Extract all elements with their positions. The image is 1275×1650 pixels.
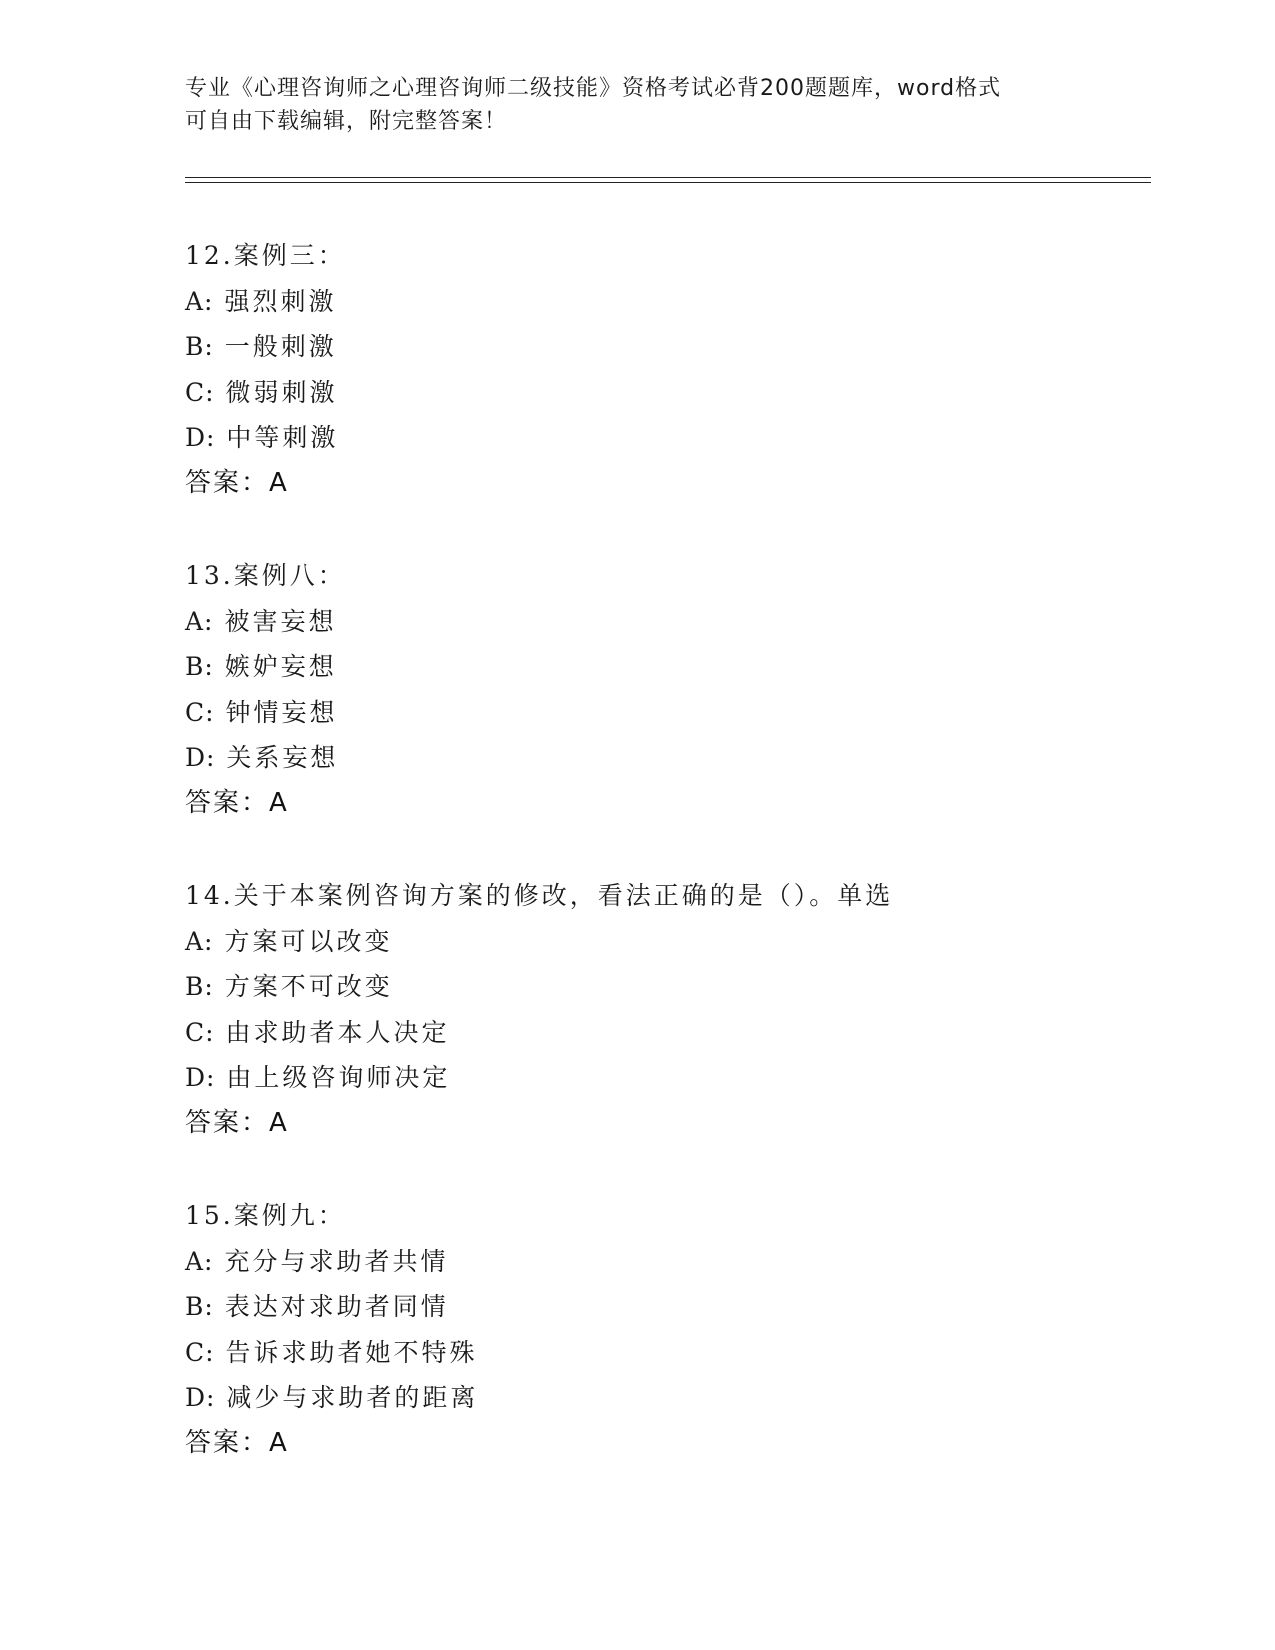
header-divider-top <box>185 177 1151 178</box>
option-text: 由求助者本人决定 <box>225 1017 450 1047</box>
option-label: A: <box>185 926 214 956</box>
option-text: 减少与求助者的距离 <box>226 1383 479 1412</box>
question-stem: 14.关于本案例咨询方案的修改，看法正确的是（）。单选 <box>185 881 894 910</box>
option-a <box>185 279 1135 325</box>
option-d <box>185 415 1135 461</box>
answer-line: 答案：A <box>185 787 289 818</box>
option-text: 被害妄想 <box>224 606 337 636</box>
option-label: C: <box>185 1017 215 1047</box>
option-label: A: <box>185 286 214 316</box>
question-block-14 <box>185 873 1135 1146</box>
option-label: B: <box>185 1292 214 1321</box>
question-block-15 <box>185 1193 1135 1466</box>
option-d <box>185 735 1135 781</box>
option-label: C: <box>185 377 215 407</box>
option-a <box>185 919 1135 965</box>
option-text: 告诉求助者她不特殊 <box>225 1337 478 1367</box>
option-label: B: <box>185 332 214 361</box>
option-d <box>185 1055 1135 1101</box>
option-text: 中等刺激 <box>226 423 339 452</box>
option-c <box>185 690 1135 736</box>
header-line-2: 可自由下载编辑，附完整答案！ <box>185 109 508 134</box>
option-b <box>185 964 1135 1010</box>
option-a <box>185 599 1135 645</box>
option-text: 由上级咨询师决定 <box>226 1063 451 1092</box>
option-text: 关系妄想 <box>226 743 339 772</box>
option-text: 方案可以改变 <box>224 926 393 956</box>
option-c <box>185 370 1135 416</box>
option-text: 方案不可改变 <box>224 972 393 1001</box>
question-stem: 12.案例三： <box>185 241 346 270</box>
option-text: 钟情妄想 <box>225 697 338 727</box>
option-text: 一般刺激 <box>224 332 337 361</box>
answer-line: 答案：A <box>185 1107 289 1138</box>
option-b <box>185 324 1135 370</box>
option-label: A: <box>185 1246 214 1276</box>
option-label: D: <box>185 1383 216 1412</box>
option-a <box>185 1239 1135 1285</box>
document-header <box>185 72 1085 138</box>
answer-line: 答案：A <box>185 1427 289 1458</box>
option-c <box>185 1010 1135 1056</box>
option-d <box>185 1375 1135 1421</box>
option-label: D: <box>185 1063 216 1092</box>
option-label: A: <box>185 606 214 636</box>
option-label: D: <box>185 743 216 772</box>
option-c <box>185 1330 1135 1376</box>
answer-line: 答案：A <box>185 467 289 498</box>
question-stem: 15.案例九： <box>185 1201 346 1230</box>
question-block-13 <box>185 553 1135 826</box>
question-block-12 <box>185 233 1135 506</box>
header-line-1: 专业《心理咨询师之心理咨询师二级技能》资格考试必背200题题库，word格式 <box>185 76 1002 101</box>
option-b <box>185 644 1135 690</box>
option-text: 微弱刺激 <box>225 377 338 407</box>
option-text: 表达对求助者同情 <box>224 1292 449 1321</box>
option-text: 充分与求助者共情 <box>224 1246 449 1276</box>
option-label: C: <box>185 697 215 727</box>
option-b <box>185 1284 1135 1330</box>
option-text: 嫉妒妄想 <box>224 652 337 681</box>
option-label: B: <box>185 972 214 1001</box>
option-label: B: <box>185 652 214 681</box>
option-label: C: <box>185 1337 215 1367</box>
question-stem: 13.案例八： <box>185 561 346 590</box>
header-divider-bottom <box>185 182 1151 183</box>
option-label: D: <box>185 423 216 452</box>
option-text: 强烈刺激 <box>224 286 337 316</box>
